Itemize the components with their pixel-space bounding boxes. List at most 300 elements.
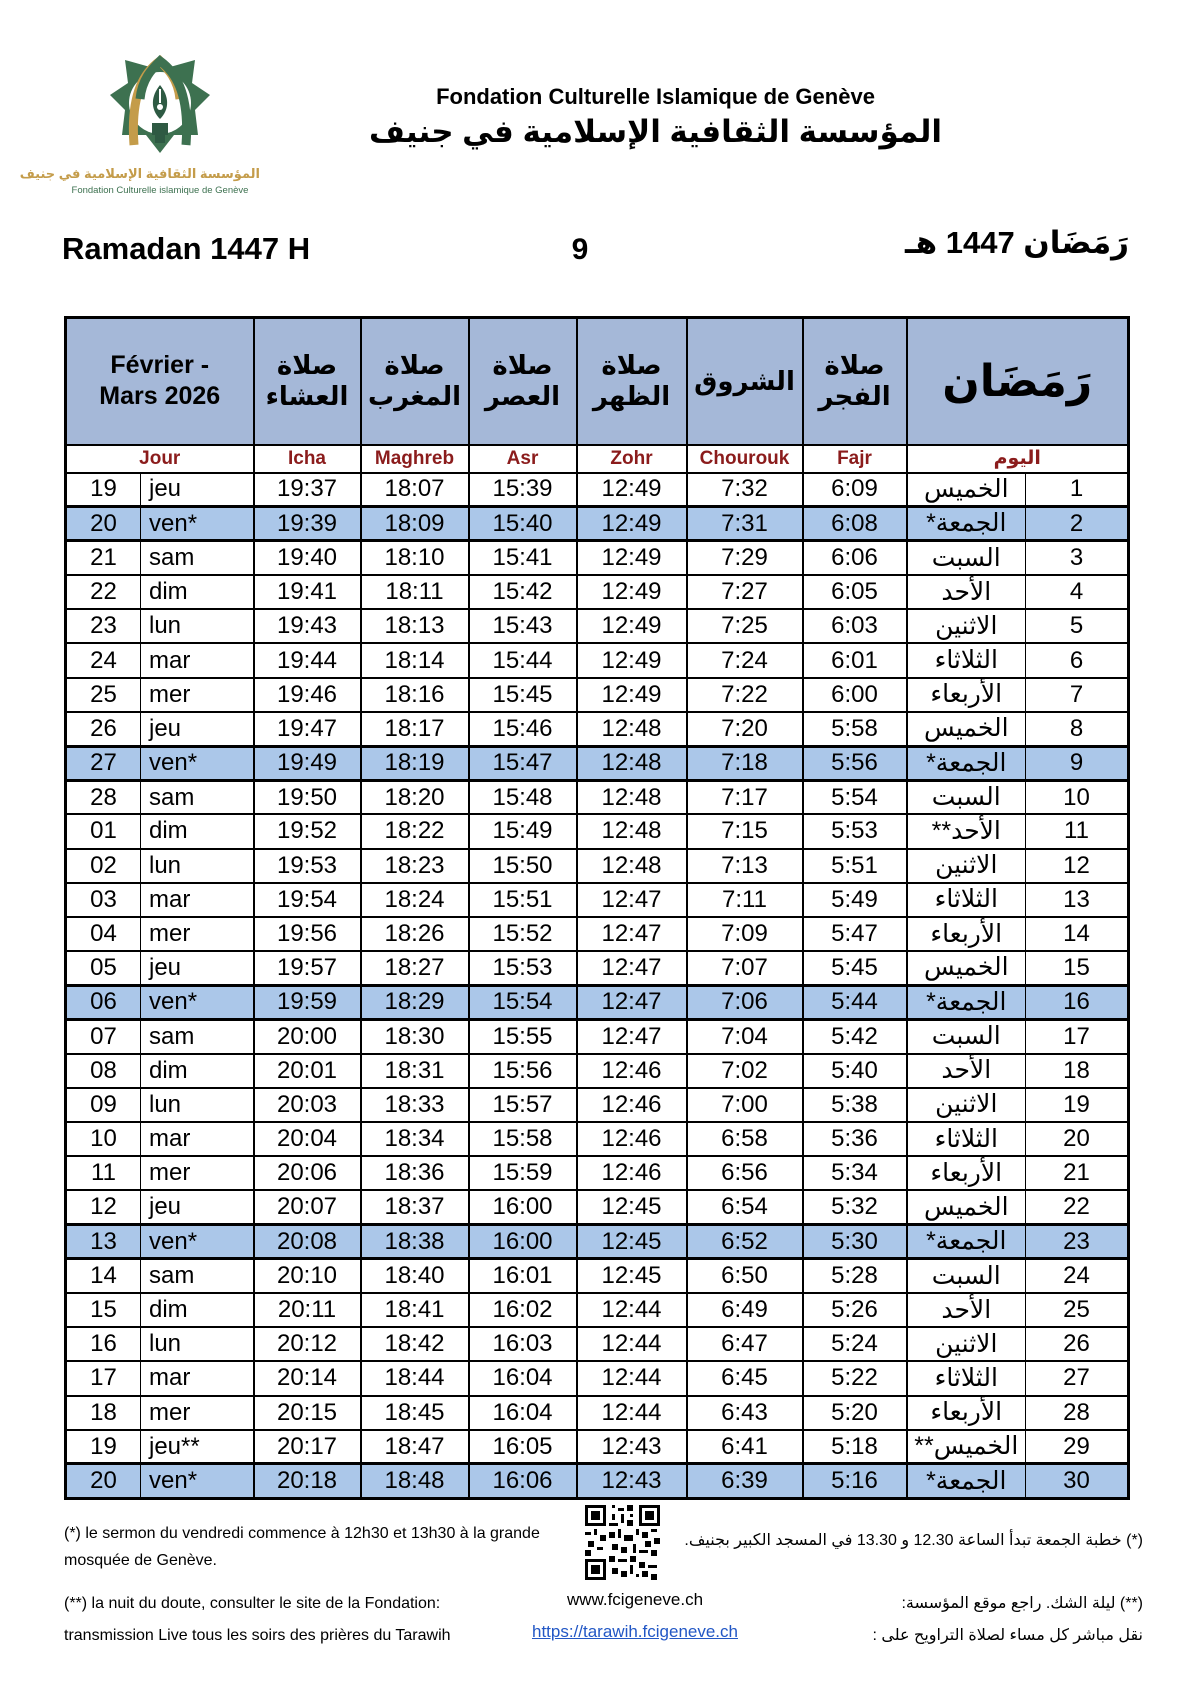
table-header-latin-row: [66, 445, 1129, 473]
ramadan-day-cell: 13: [1026, 883, 1129, 917]
arabic-day-cell: الخميس: [907, 473, 1026, 507]
arabic-day-cell: الأحد: [907, 1293, 1026, 1327]
chourouk-cell: 7:18: [687, 746, 803, 780]
icha-cell: 19:39: [254, 507, 361, 541]
ramadan-day-cell: 2: [1026, 507, 1129, 541]
footnote-fr-nuit-du-doute: (**) la nuit du doute, consulter le site de la Fondation:: [64, 1595, 441, 1612]
ramadan-day-cell: 6: [1026, 643, 1129, 677]
asr-cell: 15:54: [469, 985, 577, 1019]
date-cell: 10: [66, 1122, 141, 1156]
arabic-day-cell: الأربعاء: [907, 917, 1026, 951]
dayname-cell: mer: [141, 678, 254, 712]
fajr-cell: 5:30: [803, 1225, 907, 1259]
maghreb-cell: 18:34: [361, 1122, 469, 1156]
arabic-day-cell: الاثنين: [907, 849, 1026, 883]
date-cell: 08: [66, 1054, 141, 1088]
date-cell: 18: [66, 1396, 141, 1430]
table-row: [66, 849, 1129, 883]
dayname-cell: lun: [141, 1088, 254, 1122]
ramadan-day-cell: 8: [1026, 712, 1129, 746]
maghreb-cell: 18:23: [361, 849, 469, 883]
zohr-cell: 12:48: [577, 849, 687, 883]
asr-cell: 16:03: [469, 1327, 577, 1361]
col-maghreb: Maghreb: [361, 445, 469, 473]
fajr-cell: 5:28: [803, 1259, 907, 1293]
dayname-cell: sam: [141, 541, 254, 575]
ramadan-day-cell: 26: [1026, 1327, 1129, 1361]
dayname-cell: sam: [141, 1259, 254, 1293]
dayname-cell: dim: [141, 814, 254, 848]
asr-cell: 16:04: [469, 1361, 577, 1395]
maghreb-cell: 18:24: [361, 883, 469, 917]
icha-cell: 20:15: [254, 1396, 361, 1430]
icha-cell: 19:41: [254, 575, 361, 609]
date-cell: 09: [66, 1088, 141, 1122]
chourouk-cell: 7:25: [687, 609, 803, 643]
icha-cell: 19:52: [254, 814, 361, 848]
date-cell: 11: [66, 1156, 141, 1190]
ramadan-day-cell: 21: [1026, 1156, 1129, 1190]
fajr-cell: 5:58: [803, 712, 907, 746]
asr-cell: 15:49: [469, 814, 577, 848]
maghreb-header-ar: صلاة المغرب: [361, 318, 469, 445]
arabic-day-cell: الأربعاء: [907, 678, 1026, 712]
chourouk-cell: 7:04: [687, 1020, 803, 1054]
timetable-body: [66, 473, 1129, 1499]
fajr-cell: 5:40: [803, 1054, 907, 1088]
ramadan-day-cell: 5: [1026, 609, 1129, 643]
asr-cell: 15:47: [469, 746, 577, 780]
ramadan-day-cell: 23: [1026, 1225, 1129, 1259]
chourouk-cell: 7:09: [687, 917, 803, 951]
maghreb-cell: 18:37: [361, 1190, 469, 1224]
dayname-cell: mer: [141, 1156, 254, 1190]
dayname-cell: jeu: [141, 473, 254, 507]
footnote-ar-sermon: (*) خطبة الجمعة تبدأ الساعة 12.30 و 13.30 في المسجد الكبير بجنيف.: [684, 1532, 1143, 1549]
asr-header-ar: صلاة العصر: [469, 318, 577, 445]
title-ramadan-fr: Ramadan 1447 H: [62, 231, 311, 266]
zohr-cell: 12:47: [577, 1020, 687, 1054]
asr-cell: 16:06: [469, 1464, 577, 1498]
asr-cell: 16:04: [469, 1396, 577, 1430]
table-row: [66, 917, 1129, 951]
zohr-cell: 12:45: [577, 1190, 687, 1224]
icha-cell: 20:10: [254, 1259, 361, 1293]
icha-cell: 20:03: [254, 1088, 361, 1122]
table-row: [66, 1361, 1129, 1395]
fajr-cell: 5:53: [803, 814, 907, 848]
maghreb-cell: 18:48: [361, 1464, 469, 1498]
zohr-cell: 12:49: [577, 507, 687, 541]
chourouk-cell: 6:47: [687, 1327, 803, 1361]
table-row: [66, 541, 1129, 575]
arabic-day-cell: الاثنين: [907, 1327, 1026, 1361]
chourouk-cell: 6:54: [687, 1190, 803, 1224]
zohr-cell: 12:44: [577, 1396, 687, 1430]
icha-cell: 19:40: [254, 541, 361, 575]
chourouk-cell: 7:27: [687, 575, 803, 609]
table-row: [66, 643, 1129, 677]
date-cell: 04: [66, 917, 141, 951]
fajr-cell: 5:47: [803, 917, 907, 951]
maghreb-cell: 18:07: [361, 473, 469, 507]
ramadan-day-cell: 24: [1026, 1259, 1129, 1293]
fajr-cell: 5:26: [803, 1293, 907, 1327]
maghreb-cell: 18:44: [361, 1361, 469, 1395]
asr-cell: 16:00: [469, 1190, 577, 1224]
zohr-cell: 12:43: [577, 1430, 687, 1464]
table-row: [66, 780, 1129, 814]
table-row: [66, 1293, 1129, 1327]
table-row: [66, 1225, 1129, 1259]
zohr-cell: 12:44: [577, 1327, 687, 1361]
fajr-cell: 6:00: [803, 678, 907, 712]
month-line2: Mars 2026: [99, 382, 221, 411]
icha-cell: 20:01: [254, 1054, 361, 1088]
asr-cell: 16:01: [469, 1259, 577, 1293]
date-cell: 07: [66, 1020, 141, 1054]
arabic-day-cell: الجمعة*: [907, 985, 1026, 1019]
table-row: [66, 1156, 1129, 1190]
maghreb-cell: 18:29: [361, 985, 469, 1019]
table-row: [66, 1259, 1129, 1293]
page-number: 9: [571, 233, 589, 266]
zohr-cell: 12:48: [577, 814, 687, 848]
maghreb-cell: 18:42: [361, 1327, 469, 1361]
ramadan-day-cell: 15: [1026, 951, 1129, 985]
dayname-cell: jeu: [141, 951, 254, 985]
maghreb-cell: 18:09: [361, 507, 469, 541]
icha-cell: 19:50: [254, 780, 361, 814]
chourouk-cell: 7:06: [687, 985, 803, 1019]
date-cell: 23: [66, 609, 141, 643]
chourouk-cell: 7:02: [687, 1054, 803, 1088]
icha-cell: 20:07: [254, 1190, 361, 1224]
dayname-cell: ven*: [141, 1464, 254, 1498]
asr-cell: 15:48: [469, 780, 577, 814]
arabic-day-cell: الثلاثاء: [907, 1122, 1026, 1156]
date-cell: 25: [66, 678, 141, 712]
date-cell: 16: [66, 1327, 141, 1361]
ramadan-day-cell: 12: [1026, 849, 1129, 883]
icha-cell: 19:46: [254, 678, 361, 712]
dayname-cell: mar: [141, 643, 254, 677]
maghreb-cell: 18:16: [361, 678, 469, 712]
arabic-day-cell: الخميس**: [907, 1430, 1026, 1464]
fajr-cell: 5:24: [803, 1327, 907, 1361]
icha-cell: 19:44: [254, 643, 361, 677]
zohr-cell: 12:48: [577, 780, 687, 814]
date-cell: 13: [66, 1225, 141, 1259]
asr-cell: 15:43: [469, 609, 577, 643]
fajr-cell: 5:45: [803, 951, 907, 985]
date-cell: 06: [66, 985, 141, 1019]
ramadan-day-cell: 18: [1026, 1054, 1129, 1088]
zohr-cell: 12:46: [577, 1054, 687, 1088]
arabic-day-cell: الخميس: [907, 1190, 1026, 1224]
dayname-cell: jeu: [141, 1190, 254, 1224]
col-asr: Asr: [469, 445, 577, 473]
fajr-cell: 5:54: [803, 780, 907, 814]
chourouk-header-ar: الشروق: [687, 318, 803, 445]
maghreb-cell: 18:13: [361, 609, 469, 643]
icha-cell: 19:56: [254, 917, 361, 951]
chourouk-cell: 6:50: [687, 1259, 803, 1293]
arabic-day-cell: الاثنين: [907, 1088, 1026, 1122]
col-jour: Jour: [66, 445, 254, 473]
asr-cell: 15:51: [469, 883, 577, 917]
asr-cell: 15:52: [469, 917, 577, 951]
arabic-day-cell: الأحد: [907, 575, 1026, 609]
arabic-day-cell: الأربعاء: [907, 1396, 1026, 1430]
fajr-cell: 5:20: [803, 1396, 907, 1430]
tarawih-link[interactable]: https://tarawih.fcigeneve.ch: [531, 1622, 738, 1641]
date-cell: 28: [66, 780, 141, 814]
dayname-cell: mer: [141, 917, 254, 951]
maghreb-cell: 18:22: [361, 814, 469, 848]
chourouk-cell: 7:24: [687, 643, 803, 677]
month-header: [66, 318, 254, 445]
date-cell: 12: [66, 1190, 141, 1224]
asr-cell: 15:44: [469, 643, 577, 677]
zohr-header-ar: صلاة الظهر: [577, 318, 687, 445]
table-row: [66, 951, 1129, 985]
icha-cell: 20:06: [254, 1156, 361, 1190]
date-cell: 05: [66, 951, 141, 985]
table-header-arabic-row: [66, 318, 1129, 445]
table-row: [66, 1020, 1129, 1054]
chourouk-cell: 7:31: [687, 507, 803, 541]
arabic-day-cell: الجمعة*: [907, 1464, 1026, 1498]
fajr-cell: 6:09: [803, 473, 907, 507]
table-row: [66, 985, 1129, 1019]
chourouk-cell: 6:45: [687, 1361, 803, 1395]
maghreb-cell: 18:27: [361, 951, 469, 985]
fajr-cell: 5:32: [803, 1190, 907, 1224]
maghreb-cell: 18:19: [361, 746, 469, 780]
maghreb-cell: 18:17: [361, 712, 469, 746]
icha-cell: 20:08: [254, 1225, 361, 1259]
table-row: [66, 1464, 1129, 1498]
ramadan-day-cell: 29: [1026, 1430, 1129, 1464]
qr-code: [585, 1505, 660, 1580]
ramadan-day-cell: 3: [1026, 541, 1129, 575]
icha-cell: 19:43: [254, 609, 361, 643]
org-name-arabic: المؤسسة الثقافية الإسلامية في جنيف: [368, 114, 942, 149]
dayname-cell: dim: [141, 1054, 254, 1088]
zohr-cell: 12:44: [577, 1361, 687, 1395]
date-cell: 20: [66, 507, 141, 541]
fajr-cell: 5:18: [803, 1430, 907, 1464]
col-chourouk: Chourouk: [687, 445, 803, 473]
chourouk-cell: 6:41: [687, 1430, 803, 1464]
asr-cell: 15:56: [469, 1054, 577, 1088]
zohr-cell: 12:47: [577, 951, 687, 985]
fajr-cell: 5:49: [803, 883, 907, 917]
fajr-cell: 5:56: [803, 746, 907, 780]
table-row: [66, 1327, 1129, 1361]
asr-cell: 15:45: [469, 678, 577, 712]
fajr-cell: 5:16: [803, 1464, 907, 1498]
fajr-cell: 5:42: [803, 1020, 907, 1054]
ramadan-day-cell: 9: [1026, 746, 1129, 780]
ramadan-header: رَمَضَان: [907, 318, 1129, 445]
date-cell: 15: [66, 1293, 141, 1327]
dayname-cell: jeu**: [141, 1430, 254, 1464]
table-row: [66, 1396, 1129, 1430]
chourouk-cell: 7:20: [687, 712, 803, 746]
icha-cell: 19:53: [254, 849, 361, 883]
asr-cell: 16:02: [469, 1293, 577, 1327]
maghreb-cell: 18:30: [361, 1020, 469, 1054]
date-cell: 03: [66, 883, 141, 917]
zohr-cell: 12:43: [577, 1464, 687, 1498]
arabic-day-cell: الجمعة*: [907, 507, 1026, 541]
dayname-cell: mar: [141, 1361, 254, 1395]
ramadan-day-cell: 19: [1026, 1088, 1129, 1122]
date-cell: 22: [66, 575, 141, 609]
maghreb-cell: 18:11: [361, 575, 469, 609]
icha-cell: 19:49: [254, 746, 361, 780]
table-row: [66, 678, 1129, 712]
ramadan-day-cell: 10: [1026, 780, 1129, 814]
fajr-cell: 5:36: [803, 1122, 907, 1156]
org-name-french: Fondation Culturelle Islamique de Genève: [436, 84, 875, 109]
table-row: [66, 609, 1129, 643]
date-cell: 21: [66, 541, 141, 575]
zohr-cell: 12:49: [577, 473, 687, 507]
zohr-cell: 12:49: [577, 575, 687, 609]
chourouk-cell: 7:13: [687, 849, 803, 883]
chourouk-cell: 7:22: [687, 678, 803, 712]
footnote-fr-sermon: (*) le sermon du vendredi commence à 12h30 et 13h30 à la grande mosquée de Genève.: [64, 1525, 540, 1569]
zohr-cell: 12:46: [577, 1156, 687, 1190]
maghreb-cell: 18:14: [361, 643, 469, 677]
zohr-cell: 12:47: [577, 985, 687, 1019]
table-row: [66, 507, 1129, 541]
maghreb-cell: 18:36: [361, 1156, 469, 1190]
maghreb-cell: 18:33: [361, 1088, 469, 1122]
table-row: [66, 746, 1129, 780]
maghreb-cell: 18:31: [361, 1054, 469, 1088]
website-url: www.fcigeneve.ch: [566, 1590, 704, 1609]
date-cell: 14: [66, 1259, 141, 1293]
fajr-cell: 5:51: [803, 849, 907, 883]
date-cell: 01: [66, 814, 141, 848]
table-row: [66, 814, 1129, 848]
icha-cell: 20:14: [254, 1361, 361, 1395]
footnote-fr-tarawih-live: transmission Live tous les soirs des prières du Tarawih: [64, 1627, 451, 1644]
dayname-cell: mer: [141, 1396, 254, 1430]
date-cell: 02: [66, 849, 141, 883]
chourouk-cell: 6:56: [687, 1156, 803, 1190]
logo-arabic-text: المؤسسة الثقافية الإسلامية في جنيف: [19, 166, 260, 181]
dayname-cell: sam: [141, 1020, 254, 1054]
ramadan-day-cell: 20: [1026, 1122, 1129, 1156]
date-cell: 24: [66, 643, 141, 677]
ramadan-day-cell: 11: [1026, 814, 1129, 848]
fajr-cell: 6:03: [803, 609, 907, 643]
table-row: [66, 575, 1129, 609]
fajr-cell: 5:22: [803, 1361, 907, 1395]
zohr-cell: 12:48: [577, 746, 687, 780]
dayname-cell: mar: [141, 1122, 254, 1156]
zohr-cell: 12:49: [577, 541, 687, 575]
icha-cell: 20:11: [254, 1293, 361, 1327]
ramadan-day-cell: 22: [1026, 1190, 1129, 1224]
table-row: [66, 1122, 1129, 1156]
table-row: [66, 1430, 1129, 1464]
arabic-day-cell: الخميس: [907, 712, 1026, 746]
chourouk-cell: 6:52: [687, 1225, 803, 1259]
arabic-day-cell: الثلاثاء: [907, 643, 1026, 677]
maghreb-cell: 18:45: [361, 1396, 469, 1430]
chourouk-cell: 7:11: [687, 883, 803, 917]
asr-cell: 15:58: [469, 1122, 577, 1156]
maghreb-cell: 18:40: [361, 1259, 469, 1293]
icha-cell: 20:04: [254, 1122, 361, 1156]
maghreb-cell: 18:41: [361, 1293, 469, 1327]
icha-cell: 20:00: [254, 1020, 361, 1054]
date-cell: 20: [66, 1464, 141, 1498]
icha-cell: 19:59: [254, 985, 361, 1019]
title-ramadan-ar: رَمَضَان 1447 هـ: [905, 225, 1129, 260]
maghreb-cell: 18:38: [361, 1225, 469, 1259]
table-row: [66, 1088, 1129, 1122]
date-cell: 26: [66, 712, 141, 746]
ramadan-day-cell: 28: [1026, 1396, 1129, 1430]
date-cell: 27: [66, 746, 141, 780]
ramadan-day-cell: 14: [1026, 917, 1129, 951]
dayname-cell: lun: [141, 609, 254, 643]
dayname-cell: ven*: [141, 985, 254, 1019]
ramadan-day-cell: 30: [1026, 1464, 1129, 1498]
icha-header-ar: صلاة العشاء: [254, 318, 361, 445]
chourouk-cell: 7:32: [687, 473, 803, 507]
zohr-cell: 12:49: [577, 609, 687, 643]
dayname-cell: dim: [141, 575, 254, 609]
zohr-cell: 12:45: [577, 1225, 687, 1259]
maghreb-cell: 18:20: [361, 780, 469, 814]
asr-cell: 15:42: [469, 575, 577, 609]
col-icha: Icha: [254, 445, 361, 473]
fajr-cell: 5:44: [803, 985, 907, 1019]
arabic-day-cell: الاثنين: [907, 609, 1026, 643]
arabic-day-cell: الأربعاء: [907, 1156, 1026, 1190]
arabic-day-cell: السبت: [907, 780, 1026, 814]
zohr-cell: 12:48: [577, 712, 687, 746]
zohr-cell: 12:44: [577, 1293, 687, 1327]
asr-cell: 15:59: [469, 1156, 577, 1190]
arabic-day-cell: السبت: [907, 541, 1026, 575]
dayname-cell: ven*: [141, 1225, 254, 1259]
footnote-ar-tarawih-live: نقل مباشر كل مساء لصلاة التراويح على :: [872, 1627, 1143, 1644]
zohr-cell: 12:46: [577, 1122, 687, 1156]
chourouk-cell: 6:43: [687, 1396, 803, 1430]
chourouk-cell: 7:07: [687, 951, 803, 985]
chourouk-cell: 6:49: [687, 1293, 803, 1327]
table-row: [66, 712, 1129, 746]
icha-cell: 20:18: [254, 1464, 361, 1498]
maghreb-cell: 18:47: [361, 1430, 469, 1464]
month-line1: Février -: [110, 351, 210, 380]
arabic-day-cell: السبت: [907, 1259, 1026, 1293]
ramadan-day-cell: 27: [1026, 1361, 1129, 1395]
icha-cell: 19:47: [254, 712, 361, 746]
icha-cell: 20:17: [254, 1430, 361, 1464]
ramadan-day-cell: 16: [1026, 985, 1129, 1019]
asr-cell: 15:39: [469, 473, 577, 507]
